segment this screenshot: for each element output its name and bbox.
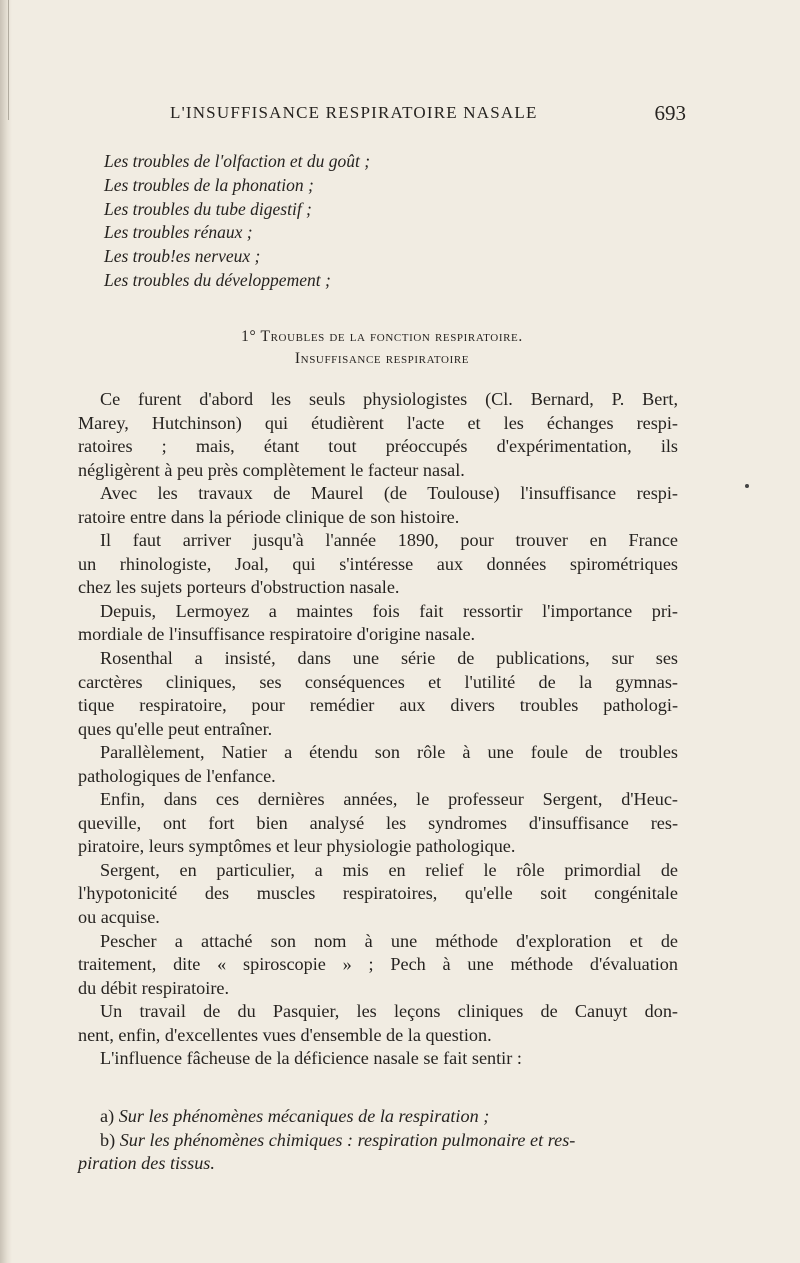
paragraph: [78, 859, 678, 930]
paragraph-line: L'influence fâcheuse de la déficience nasale se fait sentir :: [100, 1048, 522, 1069]
page-number: 693: [654, 101, 686, 125]
paragraph-line: chez les sujets porteurs d'obstruction nasale.: [78, 577, 400, 598]
paragraph-line: du débit respiratoire.: [78, 977, 230, 998]
paragraph-line: Sergent, en particulier, a mis en relief le rôle primordial de: [100, 859, 678, 880]
paragraph: [78, 529, 678, 600]
section-heading: [78, 326, 686, 370]
running-title: L'INSUFFISANCE RESPIRATOIRE NASALE: [170, 103, 538, 122]
paragraph: [78, 600, 678, 647]
list-item-text: Sur les phénomènes mécaniques de la respiration ;: [118, 1106, 490, 1126]
body-text: [78, 388, 678, 1071]
paragraph-line: négligèrent à peu près complètement le facteur nasal.: [78, 459, 465, 480]
troubles-list-item: Les troubles de la phonation ;: [104, 174, 314, 195]
paragraph-line: carctères cliniques, ses conséquences et l'utilité de la gymnas-: [78, 671, 678, 692]
paragraph-line: pathologiques de l'enfance.: [78, 765, 276, 786]
list-marker: a): [100, 1106, 115, 1126]
paragraph: [78, 1000, 678, 1047]
list-item-text: Sur les phénomènes chimiques : respiration pulmonaire et res-: [119, 1129, 576, 1150]
paragraph-line: ratoire entre dans la période clinique de son histoire.: [78, 506, 460, 527]
paragraph-line: Un travail de du Pasquier, les leçons cliniques de Canuyt don-: [100, 1001, 678, 1022]
paragraph: [78, 388, 678, 482]
troubles-list-item: Les troub!es nerveux ;: [104, 246, 261, 267]
print-speck: [745, 484, 749, 488]
paragraph-line: Rosenthal a insisté, dans une série de publications, sur ses: [100, 648, 678, 669]
paragraph-line: Avec les travaux de Maurel (de Toulouse) l'insuffisance respi-: [100, 483, 678, 504]
paragraph: [78, 741, 678, 788]
list-block: [78, 1105, 678, 1176]
paragraph: [78, 647, 678, 741]
list-item-line: [78, 1105, 678, 1129]
paragraph-line: queville, ont fort bien analysé les syndromes d'insuffisance res-: [78, 812, 678, 833]
paragraph: [78, 1047, 678, 1071]
paragraph-line: ratoires ; mais, étant tout préoccupés d'expérimentation, ils: [78, 436, 678, 457]
paragraph-line: tique respiratoire, pour remédier aux divers troubles pathologi-: [78, 695, 678, 716]
paragraph-line: piratoire, leurs symptômes et leur physiologie pathologique.: [78, 836, 516, 857]
page-binding-line: [8, 0, 9, 120]
paragraph-line: Enfin, dans ces dernières années, le professeur Sergent, d'Heuc-: [100, 789, 678, 810]
paragraph-line: Depuis, Lermoyez a maintes fois fait ressortir l'importance pri-: [100, 600, 678, 621]
paragraph-line: Ce furent d'abord les seuls physiologistes (Cl. Bernard, P. Bert,: [100, 389, 678, 409]
section-heading-line-1: 1° Troubles de la fonction respiratoire.: [241, 328, 523, 345]
paragraph-line: Parallèlement, Natier a étendu son rôle à une foule de troubles: [100, 742, 678, 763]
paragraph: [78, 930, 678, 1001]
paragraph-line: nent, enfin, d'excellentes vues d'ensemble de la question.: [78, 1024, 492, 1045]
running-header: [78, 103, 686, 133]
paragraph-line: mordiale de l'insuffisance respiratoire d'origine nasale.: [78, 624, 476, 645]
paragraph-line: traitement, dite « spiroscopie » ; Pech à une méthode d'évaluation: [78, 954, 678, 975]
troubles-list: [104, 150, 664, 293]
troubles-list-item: Les troubles rénaux ;: [104, 222, 253, 243]
list-item: [78, 1105, 678, 1129]
list-item-line: piration des tissus.: [78, 1153, 215, 1174]
list-item: [78, 1129, 678, 1176]
paragraph-line: Il faut arriver jusqu'à l'année 1890, pour trouver en France: [100, 530, 678, 551]
paragraph-line: l'hypotonicité des muscles respiratoires, qu'elle soit congénitale: [78, 883, 678, 904]
paragraph-line: un rhinologiste, Joal, qui s'intéresse aux données spirométriques: [78, 553, 678, 574]
troubles-list-item: Les troubles du développement ;: [104, 269, 331, 290]
troubles-list-item: Les troubles de l'olfaction et du goût ;: [104, 151, 371, 171]
list-item-line: [78, 1129, 678, 1153]
troubles-list-item: Les troubles du tube digestif ;: [104, 198, 312, 219]
paragraph-line: Pescher a attaché son nom à une méthode d'exploration et de: [100, 930, 678, 951]
paragraph-line: ques qu'elle peut entraîner.: [78, 718, 273, 739]
paragraph: [78, 788, 678, 859]
paragraph-line: ou acquise.: [78, 907, 160, 928]
paragraph: [78, 482, 678, 529]
page-binding-edge: [0, 0, 12, 1263]
list-marker: b): [100, 1129, 116, 1150]
section-heading-line-2: Insuffisance respiratoire: [294, 350, 470, 367]
paragraph-line: Marey, Hutchinson) qui étudièrent l'acte et les échanges respi-: [78, 412, 678, 433]
